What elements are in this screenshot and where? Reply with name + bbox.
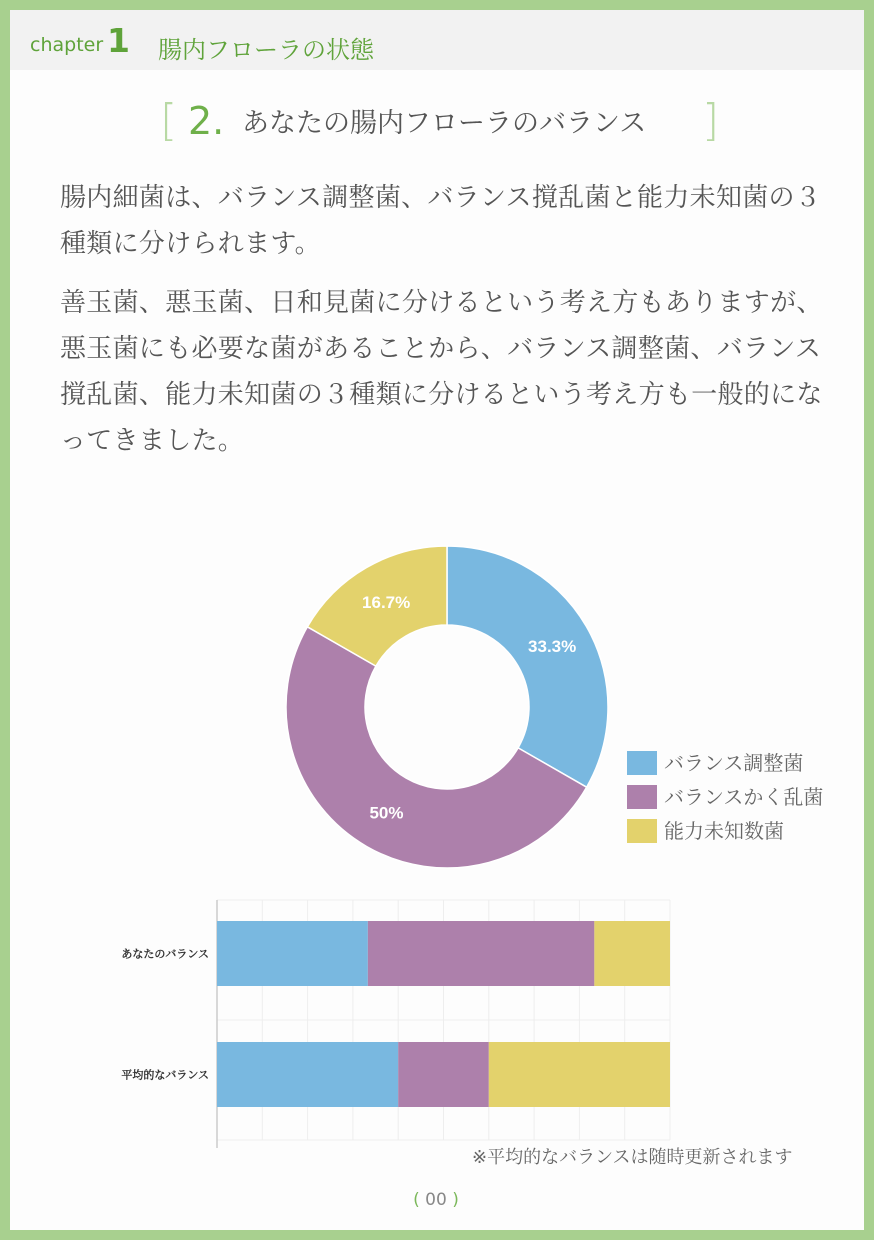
chart-note: ※平均的なバランスは随時更新されます [472,1147,793,1168]
legend-label: 能力未知数菌 [664,819,784,843]
bar-segment-1-2 [368,921,595,986]
chapter-title: 腸内フローラの状態 [158,36,374,64]
legend-swatch [627,819,657,843]
page-paren-left: ( [413,1190,420,1210]
right-bracket-icon: ] [702,95,720,146]
legend-swatch [627,751,657,775]
section-title: あなたの腸内フローラのバランス [242,108,647,139]
donut-value-label-1: 33.3% [528,637,577,657]
legend-label: バランス調整菌 [664,751,804,775]
section-number: 2. [188,99,225,143]
page [10,10,864,1230]
bar-segment-2-2 [398,1042,489,1107]
chapter-number: 1 [107,21,130,60]
donut-chart [276,536,618,878]
chapter-word: chapter [30,34,104,56]
section-heading [160,94,720,148]
stacked-bar-chart [100,890,680,1150]
legend-swatch [627,785,657,809]
paragraph-1: 腸内細菌は、バランス調整菌、バランス撹乱菌と能力未知菌の３種類に分けられます。 [60,183,822,259]
donut-slice-1 [447,546,608,787]
bar-category-label: 平均的なバランス [121,1068,209,1082]
bar-segment-1-3 [594,921,670,986]
bar-segment-2-3 [489,1042,670,1107]
page-number [406,1190,466,1210]
left-bracket-icon: [ [160,95,178,146]
page-paren-right: ) [452,1190,459,1210]
bar-segment-1-1 [217,921,368,986]
donut-value-label-2: 50% [369,803,404,823]
chapter-header [10,10,864,70]
bar-segment-2-1 [217,1042,398,1107]
donut-value-label-3: 16.7% [362,592,411,612]
paragraph-2: 善玉菌、悪玉菌、日和見菌に分けるという考え方もありますが、悪玉菌にも必要な菌があることから、バランス調整菌、バランス撹乱菌、能力未知菌の３種類に分けるという考え方も一般的になってきました。 [60,288,823,456]
bar-category-label: あなたのバランス [121,947,209,961]
page-number-value: 00 [425,1190,447,1210]
legend-label: バランスかく乱菌 [664,785,824,809]
